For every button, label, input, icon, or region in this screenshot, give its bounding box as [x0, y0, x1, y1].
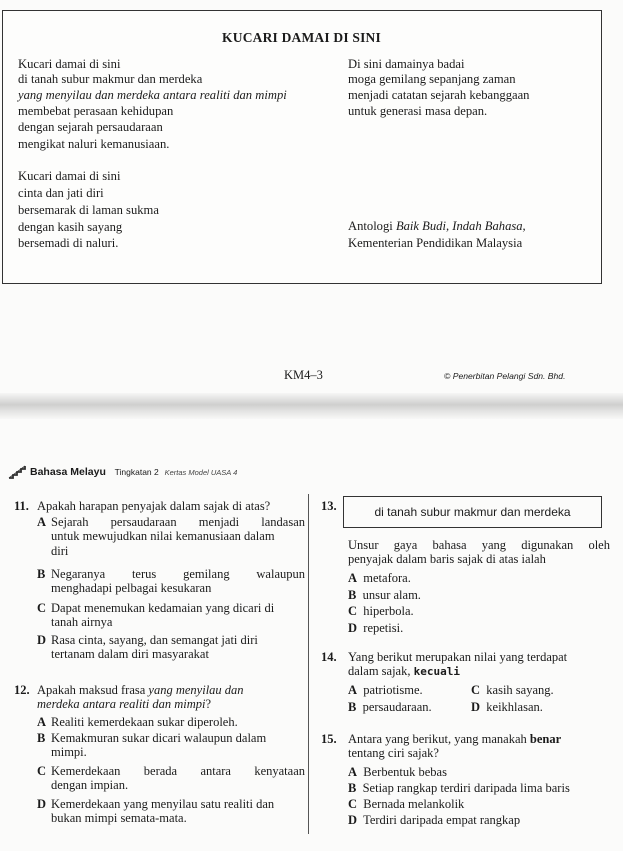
option-13-b[interactable]: B unsur alam.: [348, 588, 421, 602]
question-13-number: 13.: [321, 499, 337, 513]
option-13-c[interactable]: C hiperbola.: [348, 604, 414, 618]
poem-line: bersemadi di naluri.: [18, 236, 119, 250]
option-14-c[interactable]: C kasih sayang.: [471, 683, 554, 697]
poem-line: Kucari damai di sini: [18, 57, 121, 71]
poem-line: di tanah subur makmur dan merdeka: [18, 72, 203, 86]
option-11-d[interactable]: D Rasa cinta, sayang, dan semangat jati diri tertanam dalam diri masyarakat: [37, 633, 258, 662]
option-14-a[interactable]: A patriotisme.: [348, 683, 423, 697]
question-12: 12. Apakah maksud frasa yang menyilau dan merdeka antara realiti dan mimpi?: [14, 683, 244, 712]
poem-line: yang menyilau dan merdeka antara realiti dan mimpi: [18, 88, 287, 102]
poem-line: membebat perasaan kehidupan: [18, 104, 174, 118]
emphasis-kecuali: kecuali: [413, 665, 460, 679]
option-12-d[interactable]: D Kemerdekaan yang menyilau satu realiti dan bukan mimpi semata-mata.: [37, 797, 275, 826]
poem-line: cinta dan jati diri: [18, 186, 104, 200]
option-13-a[interactable]: A metafora.: [348, 571, 411, 585]
option-11-c[interactable]: C Dapat menemukan kedamaian yang dicari di tanah airnya: [37, 601, 275, 630]
question-15: 15. Antara yang berikut, yang manakah benar tentang ciri sajak?: [321, 732, 562, 761]
page-header: Bahasa Melayu Tingkatan 2 Kertas Model UASA 4: [30, 466, 238, 478]
option-12-a[interactable]: A Realiti kemerdekaan sukar diperoleh.: [37, 715, 238, 729]
poem-line: bersemarak di laman sukma: [18, 203, 159, 217]
publisher-credit: © Penerbitan Pelangi Sdn. Bhd.: [444, 371, 566, 381]
option-12-c[interactable]: C Kemerdekaan berada antara kenyataan dengan impian.: [37, 764, 305, 793]
page-code: KM4–3: [284, 368, 323, 382]
poem-line: Kucari damai di sini: [18, 169, 121, 183]
option-13-d[interactable]: D repetisi.: [348, 621, 404, 635]
option-14-d[interactable]: D keikhlasan.: [471, 700, 543, 714]
poem-line: Di sini damainya badai: [348, 57, 465, 71]
question-14: 14. Yang berikut merupakan nilai yang terdapat dalam sajak, kecuali: [321, 650, 568, 679]
option-15-a[interactable]: A Berbentuk bebas: [348, 765, 447, 779]
poem-line: dengan sejarah persaudaraan: [18, 120, 163, 134]
question-13-box: di tanah subur makmur dan merdeka: [343, 496, 602, 528]
column-divider: [308, 494, 309, 834]
option-15-d[interactable]: D Terdiri daripada empat rangkap: [348, 813, 521, 827]
option-15-b[interactable]: B Setiap rangkap terdiri daripada lima baris: [348, 781, 570, 795]
poem-line: mengikat naluri kemanusiaan.: [18, 137, 170, 151]
option-15-c[interactable]: C Bernada melankolik: [348, 797, 465, 811]
option-12-b[interactable]: B Kemakmuran sukar dicari walaupun dalam mimpi.: [37, 731, 267, 760]
emphasis-benar: benar: [529, 732, 562, 746]
poem-source-org: Kementerian Pendidikan Malaysia: [348, 236, 523, 250]
poem-line: moga gemilang sepanjang zaman: [348, 72, 516, 86]
page-divider: [0, 393, 623, 419]
question-13-stem: Unsur gaya bahasa yang digunakan oleh penyajak dalam baris sajak di atas ialah: [348, 538, 610, 567]
option-14-b[interactable]: B persaudaraan.: [348, 700, 432, 714]
stairs-icon: [8, 465, 26, 479]
poem-title: KUCARI DAMAI DI SINI: [222, 30, 381, 45]
option-11-a[interactable]: A Sejarah persaudaraan menjadi landasan untuk mewujudkan nilai kemanusiaan dalam diri: [37, 515, 305, 558]
poem-line: untuk generasi masa depan.: [348, 104, 488, 118]
poem-line: menjadi catatan sejarah kebanggaan: [348, 88, 530, 102]
option-11-b[interactable]: B Negaranya terus gemilang walaupun menghadapi pelbagai kesukaran: [37, 567, 305, 596]
poem-line: dengan kasih sayang: [18, 220, 123, 234]
poem-source: Antologi Baik Budi, Indah Bahasa,: [348, 219, 526, 233]
